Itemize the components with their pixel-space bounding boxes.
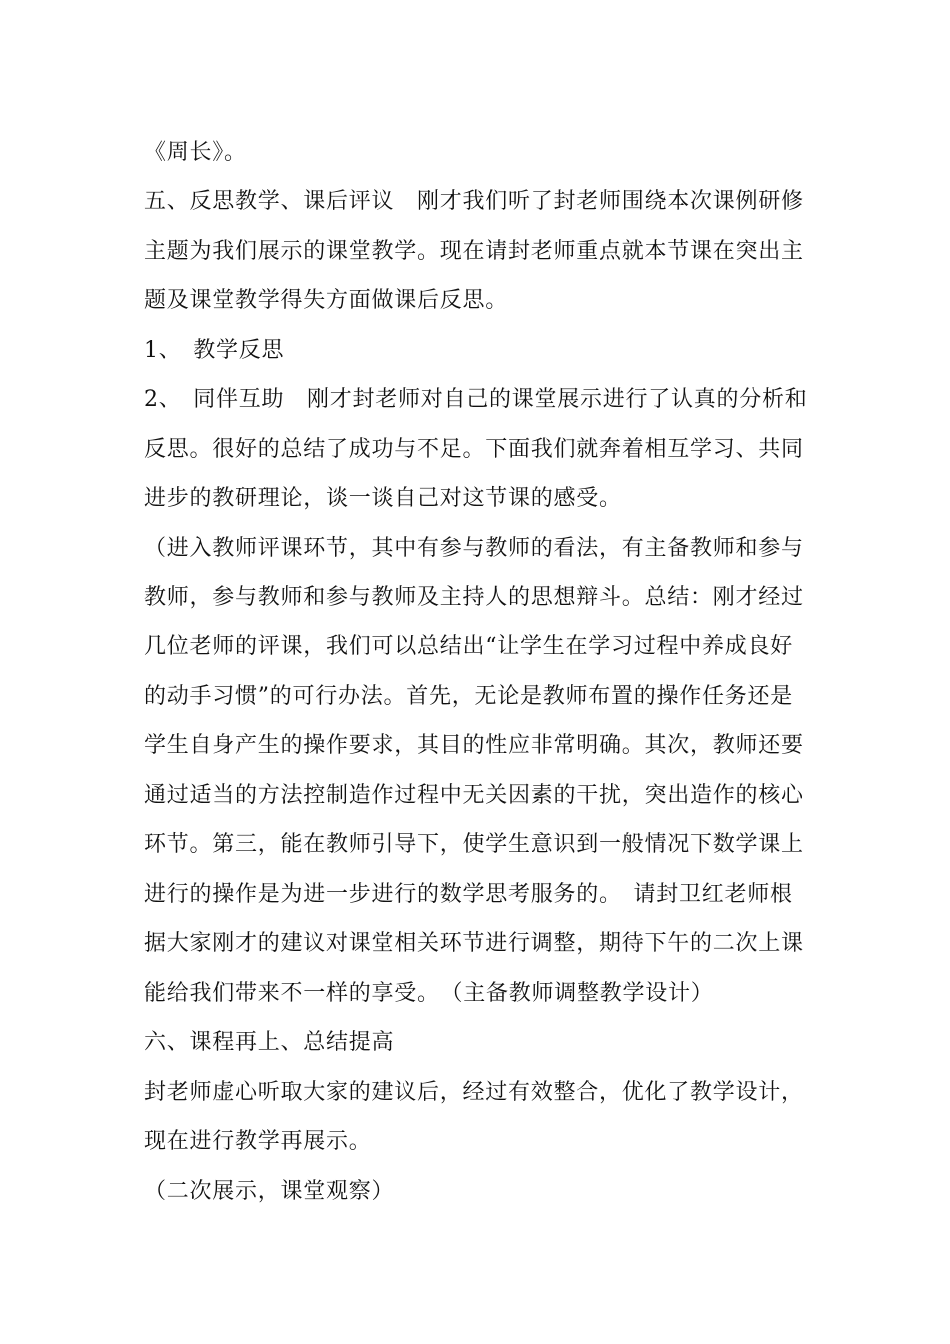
text-line: 主题为我们展示的课堂教学。现在请封老师重点就本节课在突出主 — [144, 239, 804, 264]
text-line: （进入教师评课环节，其中有参与教师的看法，有主备教师和参与 — [144, 536, 804, 561]
text-line: 进行的操作是为进一步进行的数学思考服务的。 请封卫红老师根 — [144, 882, 793, 907]
text-line: 通过适当的方法控制造作过程中无关因素的干扰，突出造作的核心 — [144, 783, 804, 808]
text-line: 题及课堂教学得失方面做课后反思。 — [144, 288, 509, 313]
text-line: 据大家刚才的建议对课堂相关环节进行调整，期待下午的二次上课 — [144, 931, 804, 956]
section-heading-reteach: 六、课程再上、总结提高 — [144, 1030, 395, 1055]
text-line: 几位老师的评课，我们可以总结出“让学生在学习过程中养成良好 — [144, 634, 793, 659]
text-line: （二次展示，课堂观察） — [144, 1179, 395, 1204]
text-line: 环节。第三，能在教师引导下，使学生意识到一般情况下数学课上 — [144, 832, 804, 857]
text-line: 的动手习惯”的可行办法。首先，无论是教师布置的操作任务还是 — [144, 684, 793, 709]
text-line: 现在进行教学再展示。 — [144, 1129, 372, 1154]
list-item-peer-support: 2、 同伴互助 刚才封老师对自己的课堂展示进行了认真的分析和 — [144, 387, 808, 412]
text-line: 学生自身产生的操作要求，其目的性应非常明确。其次，教师还要 — [144, 733, 804, 758]
text-line: 反思。很好的总结了成功与不足。下面我们就奔着相互学习、共同 — [144, 437, 804, 462]
text-line: 封老师虚心听取大家的建议后，经过有效整合，优化了教学设计， — [144, 1080, 804, 1105]
section-heading-reflection: 五、反思教学、课后评议 刚才我们听了封老师围绕本次课例研修 — [144, 189, 804, 214]
text-line: 教师，参与教师和参与教师及主持人的思想辩斗。总结：刚才经过 — [144, 585, 804, 610]
text-line: 《周长》。 — [144, 140, 247, 165]
list-item-teaching-reflection: 1、 教学反思 — [144, 338, 285, 363]
text-line: 能给我们带来不一样的享受。 （主备教师调整教学设计） — [144, 981, 714, 1006]
text-line: 进步的教研理论，谈一谈自己对这节课的感受。 — [144, 486, 622, 511]
